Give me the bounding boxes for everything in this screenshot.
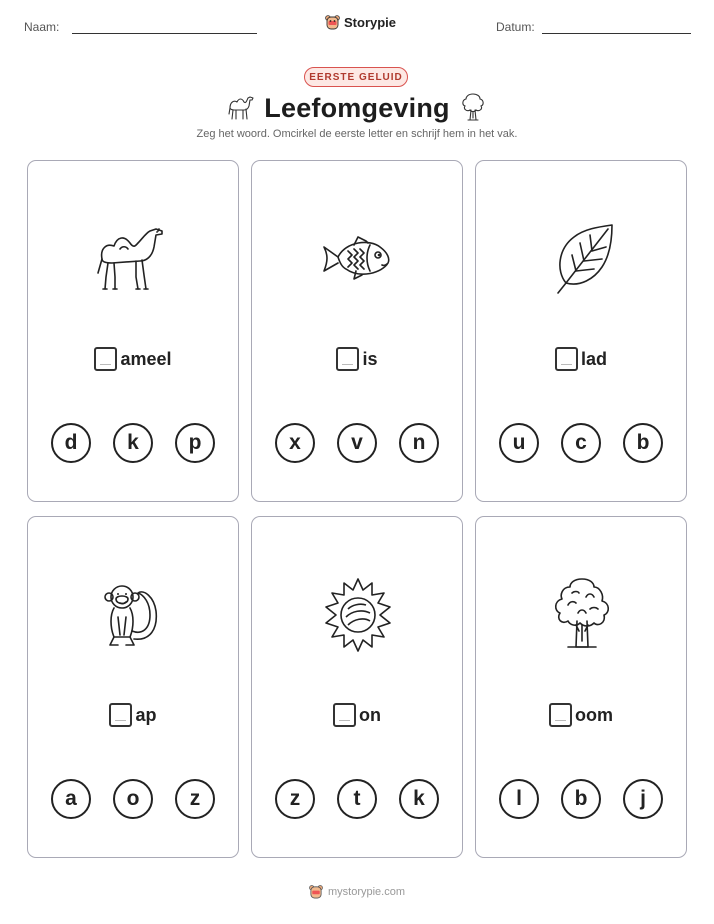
letter-choice[interactable]: a: [51, 779, 91, 819]
letter-choice[interactable]: v: [337, 423, 377, 463]
word-rest: ap: [135, 704, 157, 725]
brand: [325, 14, 396, 30]
letter-choice[interactable]: t: [337, 779, 377, 819]
first-letter-box[interactable]: [549, 703, 572, 727]
letter-choice[interactable]: z: [175, 779, 215, 819]
letter-choice[interactable]: o: [113, 779, 153, 819]
page-title: Leefomgeving: [264, 93, 450, 123]
date-label: Datum:: [496, 20, 535, 34]
word-row: [252, 347, 462, 371]
first-letter-box[interactable]: [94, 347, 117, 371]
first-letter-box[interactable]: [109, 703, 132, 727]
date-field[interactable]: [542, 33, 691, 34]
storypie-logo-icon: [309, 884, 323, 899]
camel-icon: [84, 219, 184, 299]
first-letter-box[interactable]: [333, 703, 356, 727]
storypie-logo-icon: [325, 14, 340, 30]
tree-icon: [458, 91, 488, 123]
leaf-icon: [532, 219, 632, 299]
name-field[interactable]: [72, 33, 257, 34]
exercise-card: [251, 160, 463, 502]
exercise-card: [475, 516, 687, 858]
letter-choice[interactable]: c: [561, 423, 601, 463]
letter-choices: [252, 779, 462, 819]
letter-choice[interactable]: k: [399, 779, 439, 819]
footer-url[interactable]: mystorypie.com: [327, 885, 406, 898]
name-label: Naam:: [24, 20, 60, 34]
monkey-icon: [84, 575, 184, 655]
letter-choice[interactable]: n: [399, 423, 439, 463]
letter-choice[interactable]: z: [275, 779, 315, 819]
first-letter-box[interactable]: [336, 347, 359, 371]
letter-choice[interactable]: b: [561, 779, 601, 819]
word-row: [476, 347, 686, 371]
word-rest: oom: [575, 704, 613, 725]
letter-choice[interactable]: j: [623, 779, 663, 819]
word-row: [28, 347, 238, 371]
letter-choices: [28, 423, 238, 463]
first-letter-box[interactable]: [555, 347, 578, 371]
letter-choice[interactable]: b: [623, 423, 663, 463]
sun-icon: [308, 575, 408, 655]
letter-choices: [28, 779, 238, 819]
exercise-card: [27, 160, 239, 502]
word-rest: is: [362, 348, 378, 369]
word-rest: ameel: [120, 348, 172, 369]
letter-choice[interactable]: x: [275, 423, 315, 463]
letter-choice[interactable]: u: [499, 423, 539, 463]
exercise-card: [475, 160, 687, 502]
instructions: Zeg het woord. Omcirkel de eerste letter en schrijf hem in het vak.: [196, 128, 518, 140]
category-badge: EERSTE GELUID: [304, 67, 408, 87]
letter-choices: [252, 423, 462, 463]
letter-choices: [476, 779, 686, 819]
word-row: [252, 703, 462, 727]
exercise-card: [251, 516, 463, 858]
letter-choice[interactable]: k: [113, 423, 153, 463]
letter-choice[interactable]: l: [499, 779, 539, 819]
word-row: [28, 703, 238, 727]
letter-choices: [476, 423, 686, 463]
tree-icon: [532, 575, 632, 655]
fish-icon: [308, 219, 408, 299]
footer: [0, 884, 714, 899]
letter-choice[interactable]: p: [175, 423, 215, 463]
exercise-card: [27, 516, 239, 858]
word-rest: lad: [580, 348, 607, 369]
word-rest: on: [359, 704, 381, 725]
letter-choice[interactable]: d: [51, 423, 91, 463]
brand-name: Storypie: [344, 14, 397, 30]
word-row: [476, 703, 686, 727]
